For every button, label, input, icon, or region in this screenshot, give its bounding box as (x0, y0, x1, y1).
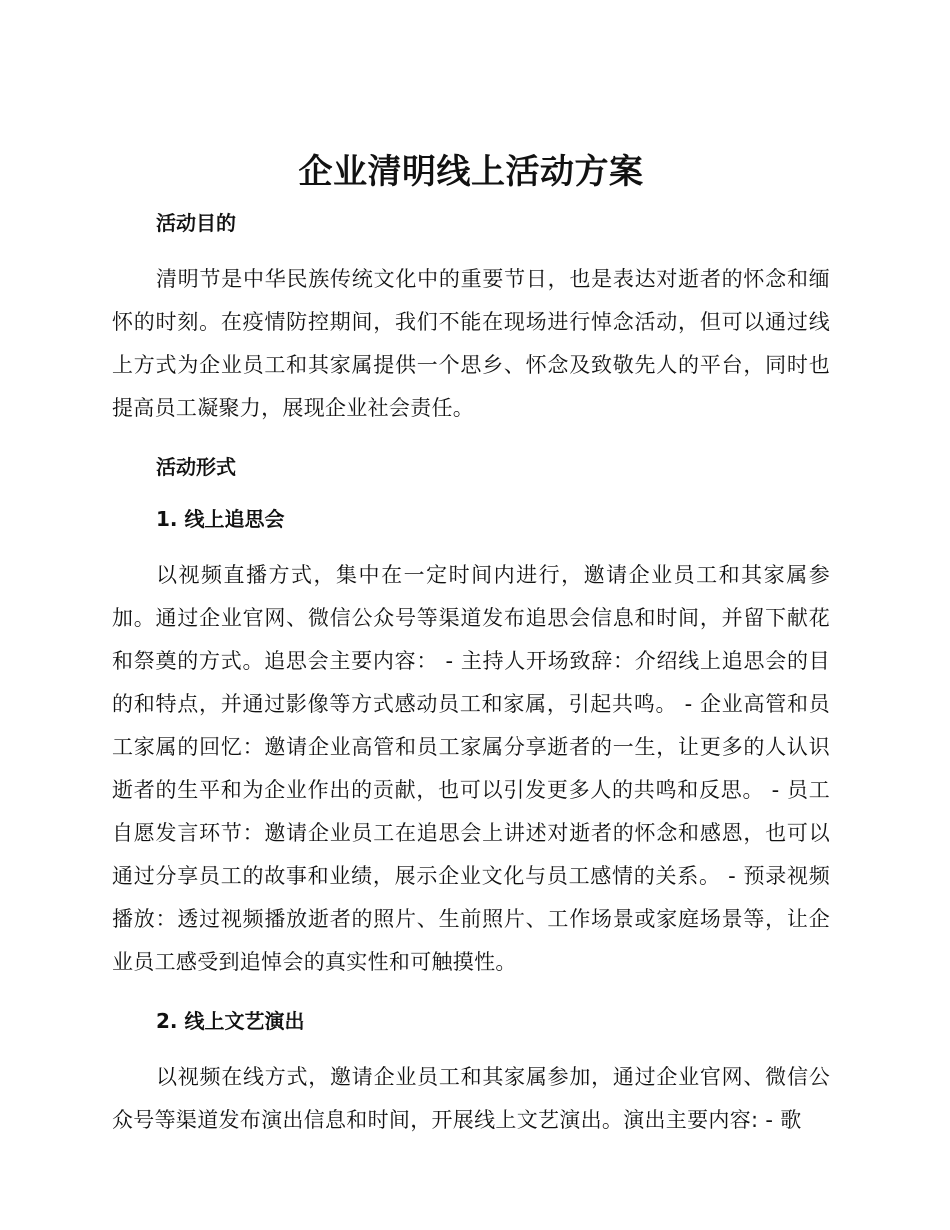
section-paragraph-online-memorial: 以视频直播方式，集中在一定时间内进行，邀请企业员工和其家属参加。通过企业官网、微信公众号等渠道发布追思会信息和时间，并留下献花和祭奠的方式。追思会主要内容： - 主持人开场致辞：介绍线上追思会的目的和特点，并通过影像等方式感动员工和家属，引起共鸣。 - 企业高管和员工家属的回忆：邀请企业高管和员工家属分享逝者的一生，让更多的人认识逝者的生平和为企业作出的贡献，也可以引发更多人的共鸣和反思。 - 员工自愿发言环节：邀请企业员工在追思会上讲述对逝者的怀念和感恩，也可以通过分享员工的故事和业绩，展示企业文化与员工感情的关系。 - 预录视频播放：透过视频播放逝者的照片、生前照片、工作场景或家庭场景等，让企业员工感受到追悼会的真实性和可触摸性。 (112, 563, 830, 974)
spacer (112, 430, 830, 452)
section-heading-online-memorial: 1. 线上追思会 (156, 507, 285, 531)
spacer (112, 984, 830, 1006)
section-paragraph-purpose: 清明节是中华民族传统文化中的重要节日，也是表达对逝者的怀念和缅怀的时刻。在疫情防控期间，我们不能在现场进行悼念活动，但可以通过线上方式为企业员工和其家属提供一个思乡、怀念及致敬先人的平台，同时也提高员工凝聚力，展现企业社会责任。 (112, 267, 830, 420)
section-heading-online-performance: 2. 线上文艺演出 (156, 1009, 305, 1033)
document-title: 企业清明线上活动方案 (298, 152, 644, 192)
section-paragraph-online-performance: 以视频在线方式，邀请企业员工和其家属参加，通过企业官网、微信公众号等渠道发布演出信息和时间，开展线上文艺演出。演出主要内容: - 歌 (112, 1065, 830, 1132)
section-heading-format: 活动形式 (156, 455, 236, 479)
spacer (112, 1036, 830, 1056)
spacer (112, 482, 830, 504)
spacer (112, 534, 830, 554)
spacer (112, 238, 830, 258)
section-heading-purpose: 活动目的 (156, 211, 236, 235)
